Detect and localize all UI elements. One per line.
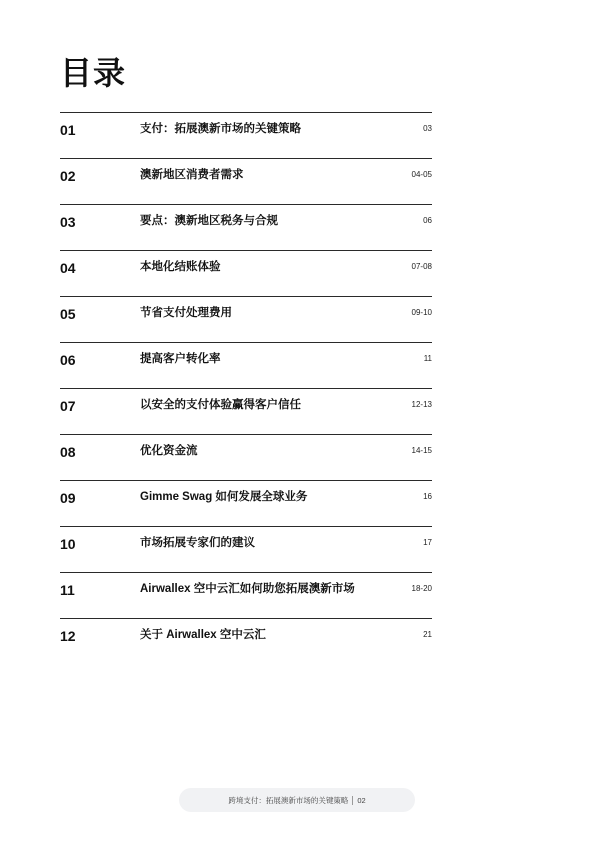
toc-item-title[interactable]: 关于 Airwallex 空中云汇: [140, 629, 266, 641]
toc-item-title[interactable]: 优化资金流: [140, 445, 198, 457]
table-of-contents: [60, 112, 432, 664]
toc-item[interactable]: [60, 342, 432, 388]
toc-item-number: 04: [60, 260, 76, 276]
toc-item-number: 07: [60, 398, 76, 414]
toc-item-title[interactable]: 市场拓展专家们的建议: [140, 537, 255, 549]
toc-item-page: 11: [423, 354, 432, 363]
toc-item-page: 17: [423, 538, 432, 547]
toc-item-title[interactable]: 提高客户转化率: [140, 353, 221, 365]
footer-doc-title: 跨境支付：拓展澳新市场的关键策略: [228, 795, 349, 805]
toc-item-title[interactable]: 节省支付处理费用: [140, 307, 232, 319]
toc-item-title[interactable]: 以安全的支付体验赢得客户信任: [140, 399, 301, 411]
toc-item-page: 06: [423, 216, 432, 225]
toc-item[interactable]: [60, 112, 432, 158]
toc-item-page: 16: [423, 492, 432, 501]
toc-item-page: 09-10: [411, 308, 432, 317]
footer-divider: [352, 796, 353, 805]
toc-item[interactable]: [60, 434, 432, 480]
toc-item-page: 03: [423, 124, 432, 133]
toc-item-title[interactable]: 本地化结账体验: [140, 261, 221, 273]
toc-item-number: 12: [60, 628, 76, 644]
toc-item[interactable]: [60, 618, 432, 664]
toc-item-number: 03: [60, 214, 76, 230]
toc-item[interactable]: [60, 526, 432, 572]
toc-item-number: 05: [60, 306, 76, 322]
toc-item[interactable]: [60, 388, 432, 434]
toc-item[interactable]: [60, 572, 432, 618]
footer-page-number: 02: [357, 795, 366, 805]
toc-item[interactable]: [60, 158, 432, 204]
toc-item[interactable]: [60, 250, 432, 296]
toc-item[interactable]: [60, 296, 432, 342]
toc-item[interactable]: [60, 480, 432, 526]
toc-item-page: 07-08: [411, 262, 432, 271]
toc-item-number: 08: [60, 444, 76, 460]
toc-item-title[interactable]: 支付：拓展澳新市场的关键策略: [140, 123, 301, 135]
toc-item-page: 18-20: [411, 584, 432, 593]
toc-item-page: 21: [423, 630, 432, 639]
toc-item-number: 06: [60, 352, 76, 368]
page-footer: [179, 788, 415, 812]
toc-item-number: 10: [60, 536, 76, 552]
toc-item-title[interactable]: 要点：澳新地区税务与合规: [140, 215, 278, 227]
toc-item-page: 04-05: [411, 170, 432, 179]
toc-item-title[interactable]: 澳新地区消费者需求: [140, 169, 244, 181]
toc-item[interactable]: [60, 204, 432, 250]
toc-item-number: 01: [60, 122, 76, 138]
page-title: 目录: [60, 55, 127, 91]
toc-item-number: 02: [60, 168, 76, 184]
toc-item-number: 09: [60, 490, 76, 506]
toc-item-page: 14-15: [411, 446, 432, 455]
toc-item-number: 11: [60, 582, 75, 598]
toc-item-page: 12-13: [411, 400, 432, 409]
toc-item-title[interactable]: Gimme Swag 如何发展全球业务: [140, 491, 308, 503]
toc-item-title[interactable]: Airwallex 空中云汇如何助您拓展澳新市场: [140, 583, 355, 595]
